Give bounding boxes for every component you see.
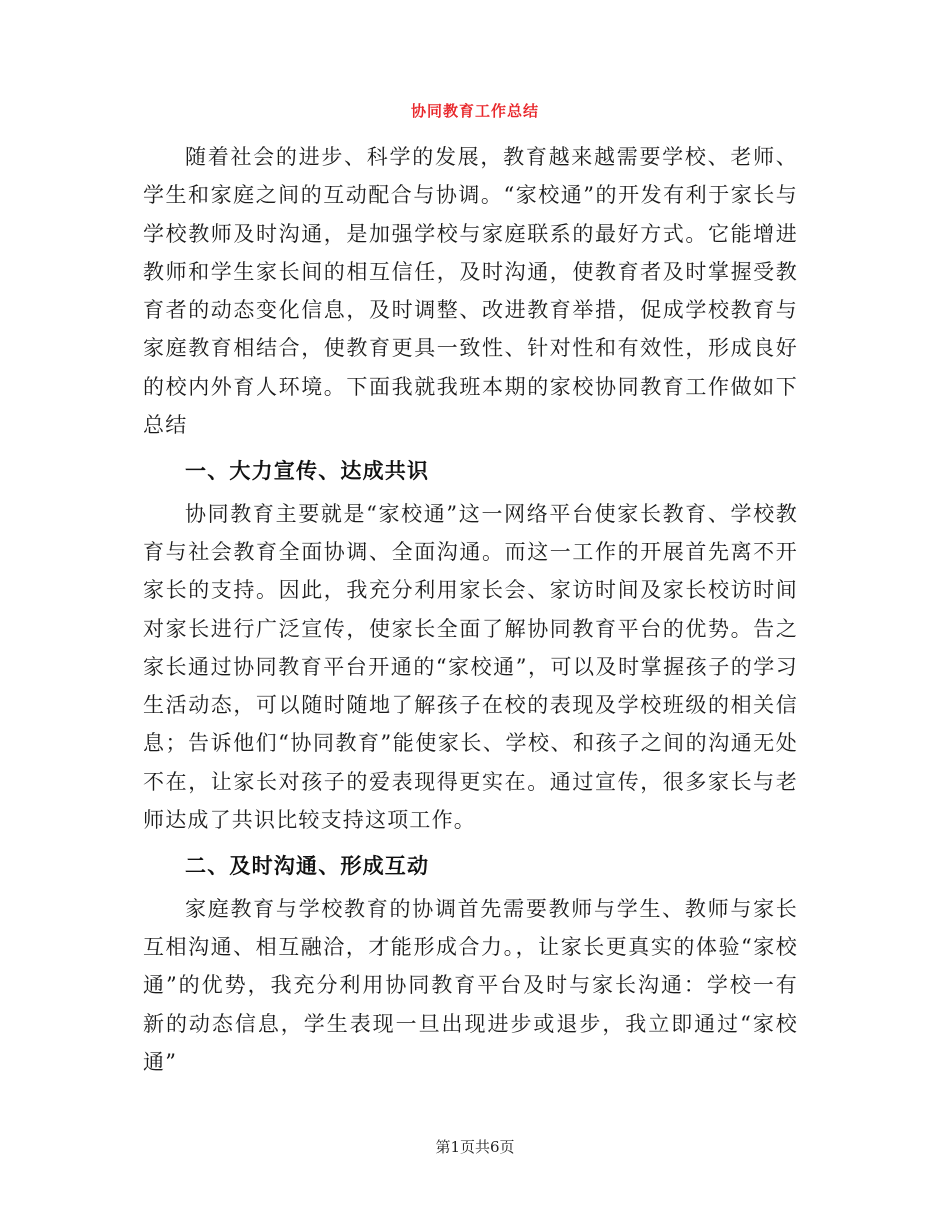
document-title: 协同教育工作总结	[410, 102, 539, 120]
section-1-paragraph: 协同教育主要就是“家校通”这一网络平台使家长教育、学校教育与社会教育全面协调、全面沟通。而这一工作的开展首先离不开家长的支持。因此，我充分利用家长会、家访时间及家长校访时间对家长进行广泛宣传，使家长全面了解协同教育平台的优势。告之家长通过协同教育平台开通的“家校通”，可以及时掌握孩子的学习生活动态，可以随时随地了解孩子在校的表现及学校班级的相关信息；告诉他们“协同教育”能使家长、学校、和孩子之间的沟通无处不在，让家长对孩子的爱表现得更实在。通过宣传，很多家长与老师达成了共识比较支持这项工作。	[143, 501, 798, 833]
intro-paragraph: 随着社会的进步、科学的发展，教育越来越需要学校、老师、学生和家庭之间的互动配合与协调。“家校通”的开发有利于家长与学校教师及时沟通，是加强学校与家庭联系的最好方式。它能增进教师和学生家长间的相互信任，及时沟通，使教育者及时掌握受教育者的动态变化信息，及时调整、改进教育举措，促成学校教育与家庭教育相结合，使教育更具一致性、针对性和有效性，形成良好的校内外育人环境。下面我就我班本期的家校协同教育工作做如下总结	[143, 145, 798, 438]
page-number-footer: 第1页共6页	[435, 1138, 515, 1156]
document-body	[143, 138, 798, 1081]
section-heading-1: 一、大力宣传、达成共识	[185, 459, 430, 484]
section-heading-2: 二、及时沟通、形成互动	[185, 854, 430, 879]
section-2-paragraph: 家庭教育与学校教育的协调首先需要教师与学生、教师与家长互相沟通、相互融洽，才能形成合力。，让家长更真实的体验“家校通”的优势，我充分利用协同教育平台及时与家长沟通：学校一有新的动态信息，学生表现一旦出现进步或退步，我立即通过“家校通”	[143, 896, 798, 1074]
